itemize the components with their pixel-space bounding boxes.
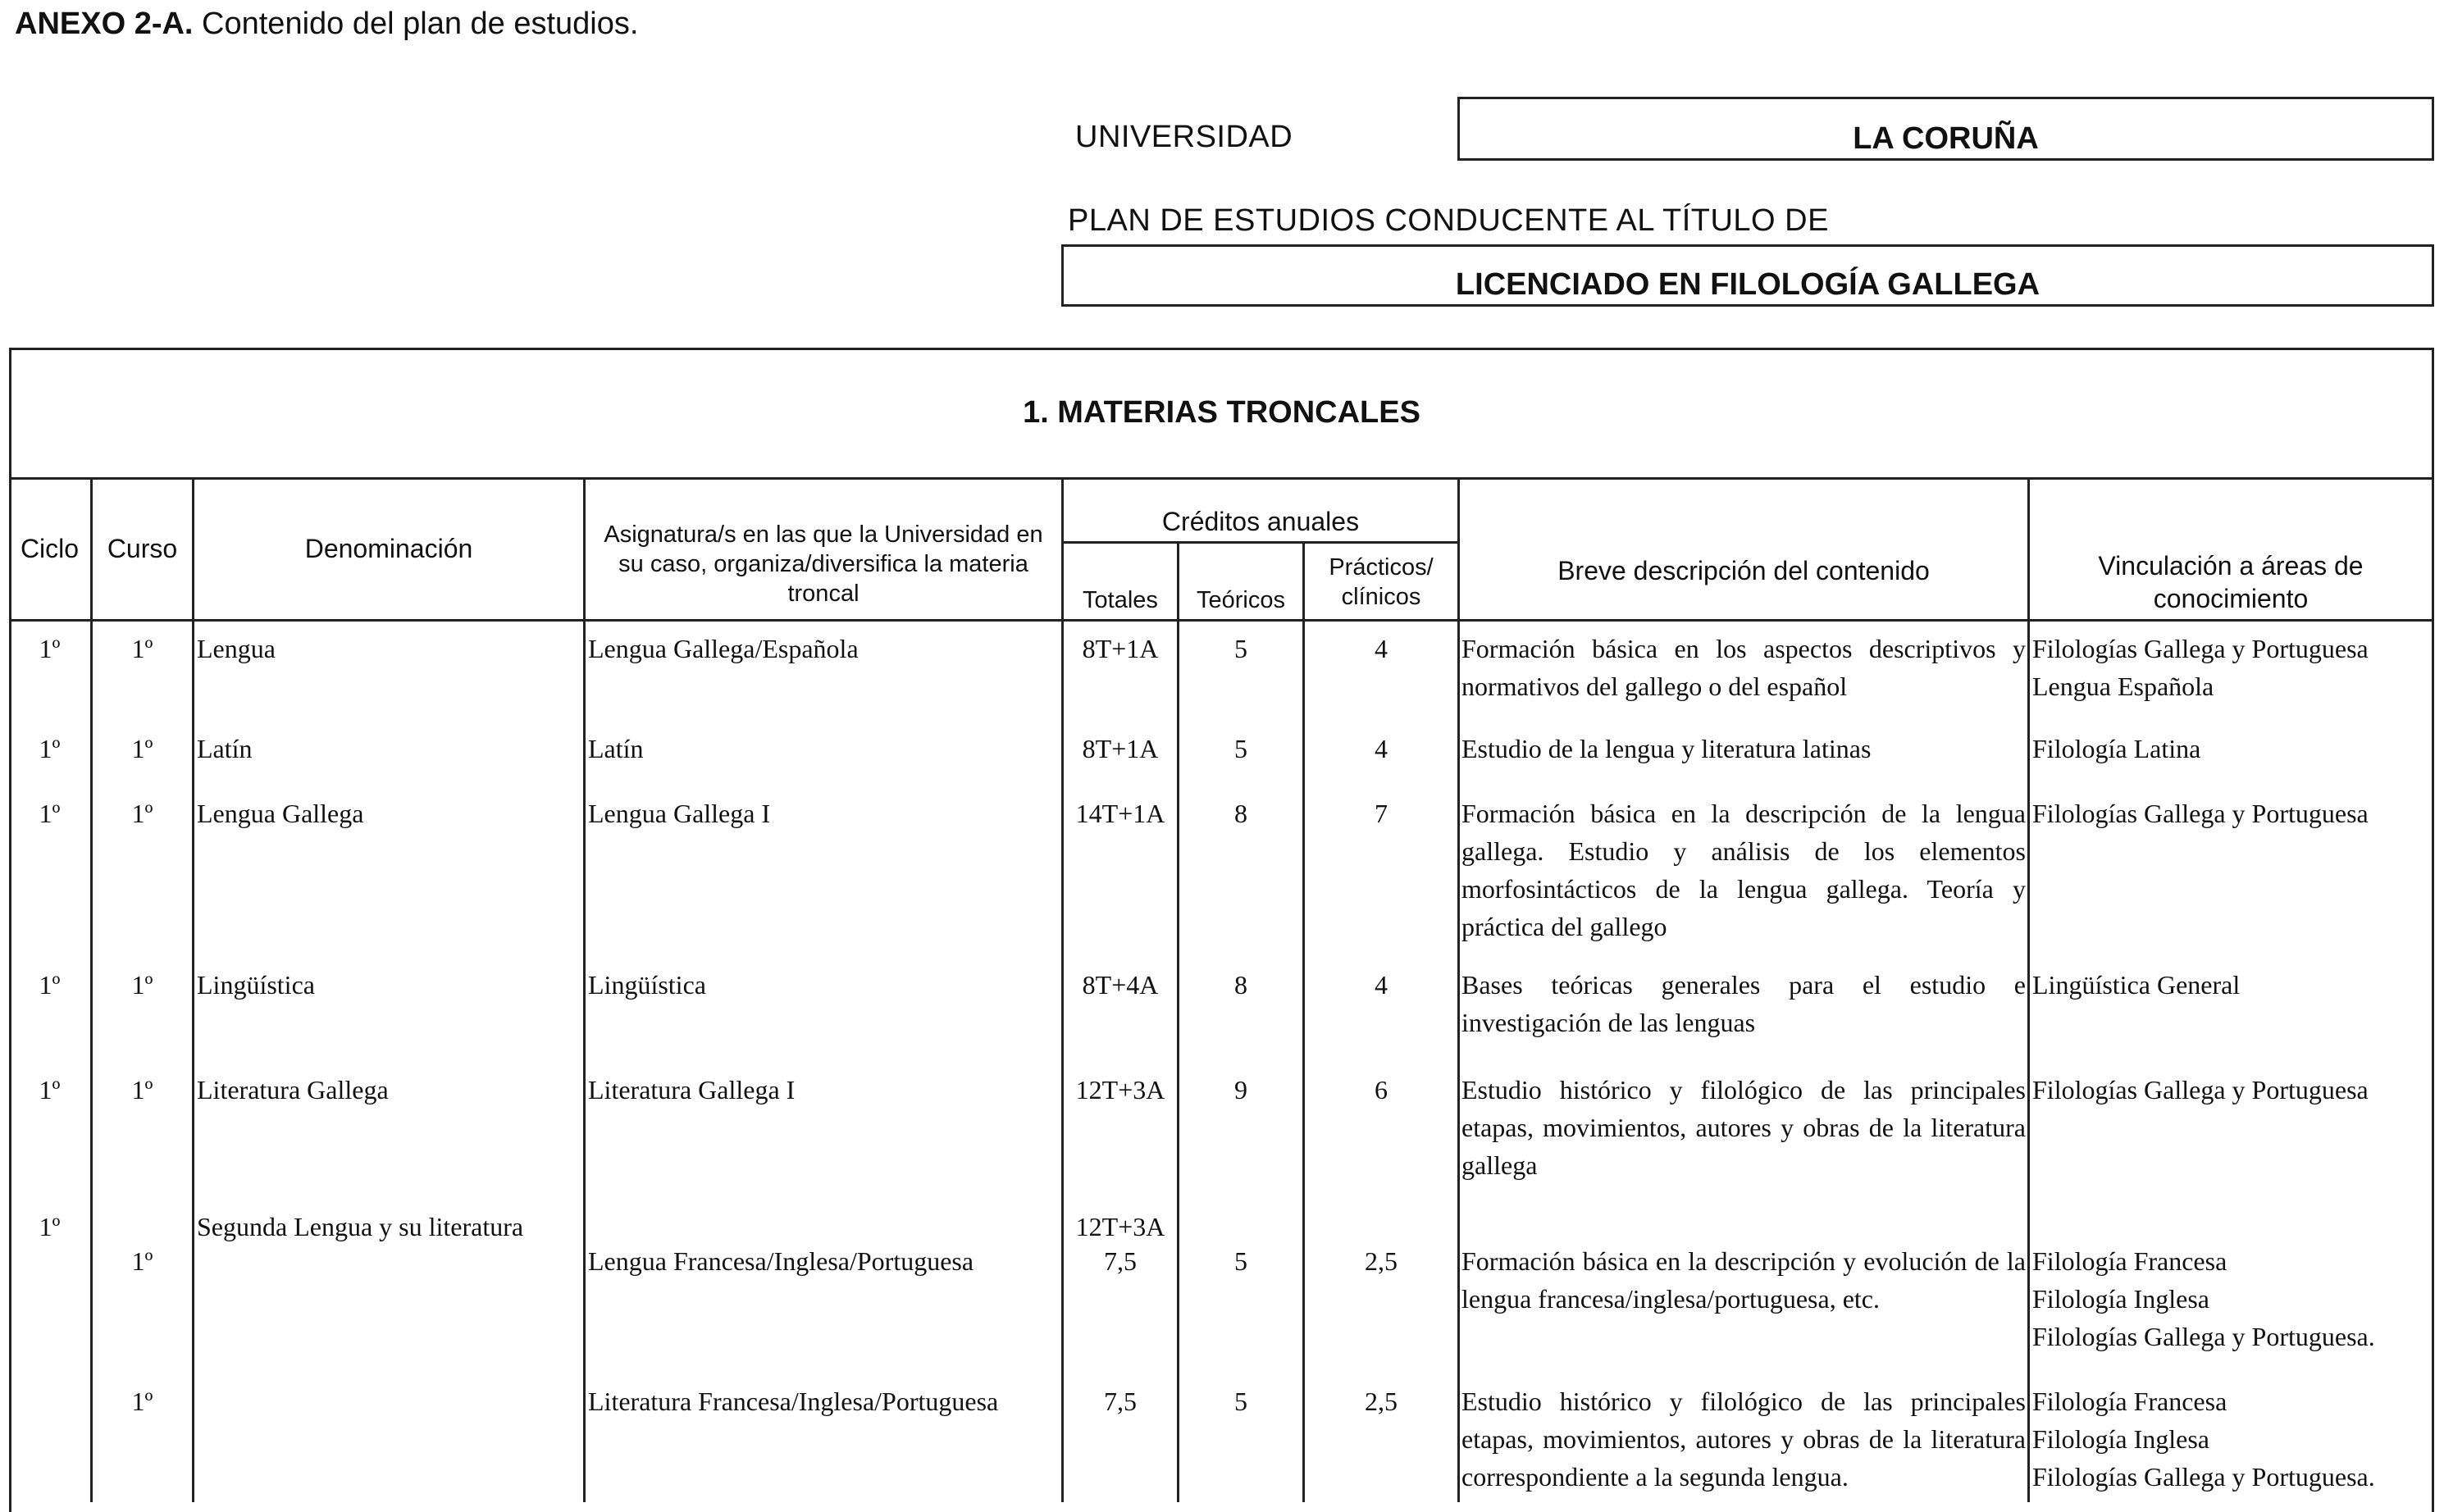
header-asignatura: Asignatura/s en las que la Universidad en su caso, organiza/diversifica la materia troncal [604,521,1043,607]
cell-curso: 1º [131,1387,153,1416]
cell-descripcion: Formación básica en la descripción de la lengua gallega. Estudio y análisis de los elementos morfosintácticos de la lengua gallega. Teoría y práctica del gallego [1461,799,2026,941]
cell-asignatura: Lengua Gallega/Española [588,634,859,663]
cell-ciclo: 1º [39,1212,61,1241]
cell-ciclo: 1º [39,1075,61,1104]
cell-vinculacion: Lingüística General [2032,970,2241,1000]
cell-practicos: 4 [1375,734,1388,763]
cell-asignatura: Lingüística [588,970,706,1000]
cell-teoricos: 9 [1234,1075,1247,1104]
cell-curso: 1º [131,799,153,828]
divider [9,619,2434,622]
cell-totales: 14T+1A [1075,799,1165,828]
cell-curso: 1º [131,970,153,1000]
cell-vinculacion: Filologías Gallega y Portuguesa [2032,799,2369,828]
cell-vinculacion: Filología Francesa Filología Inglesa Filologías Gallega y Portuguesa. [2032,1246,2375,1351]
cell-descripcion: Bases teóricas generales para el estudio e investigación de las lenguas [1461,970,2026,1037]
cell-practicos: 7 [1375,799,1388,828]
header-ciclo: Ciclo [20,534,80,563]
cell-denominacion: Lengua Gallega [197,799,364,828]
cell-practicos: 4 [1375,634,1388,663]
cell-descripcion: Formación básica en la descripción y evolución de la lengua francesa/inglesa/portuguesa, etc. [1461,1246,2026,1314]
cell-teoricos: 8 [1234,970,1247,1000]
cell-descripcion: Estudio histórico y filológico de las principales etapas, movimientos, autores y obras de la literatura gallega [1461,1075,2026,1180]
cell-vinculacion: Filologías Gallega y Portuguesa Lengua Española [2032,634,2369,701]
cell-asignatura: Literatura Francesa/Inglesa/Portuguesa [588,1387,999,1416]
cell-denominacion: Segunda Lengua y su literatura [197,1212,524,1241]
annex-text: Contenido del plan de estudios. [193,7,639,41]
plan-label: PLAN DE ESTUDIOS CONDUCENTE AL TÍTULO DE [1068,203,1829,238]
cell-teoricos: 5 [1234,734,1247,763]
cell-descripcion: Estudio histórico y filológico de las principales etapas, movimientos, autores y obras de la literatura correspondiente a la segunda lengua. [1461,1387,2026,1492]
cell-teoricos: 5 [1234,1246,1247,1276]
cell-curso: 1º [131,734,153,763]
cell-asignatura: Latín [588,734,644,763]
cell-teoricos: 5 [1234,634,1247,663]
header-teoricos: Teóricos [1197,587,1285,613]
titulo-field: LICENCIADO EN FILOLOGÍA GALLEGA [1061,244,2434,307]
divider [1177,541,1179,1502]
cell-curso: 1º [131,634,153,663]
cell-practicos: 4 [1375,970,1388,1000]
cell-denominacion: Lengua [197,634,276,663]
cell-curso: 1º [131,1246,153,1276]
cell-ciclo: 1º [39,734,61,763]
divider [1061,541,1457,544]
header-creditos: Créditos anuales [1161,507,1360,536]
cell-totales: 8T+1A [1082,634,1159,663]
cell-totales: 12T+3A [1075,1075,1165,1104]
annex-title [15,7,638,42]
cell-denominacion: Lingüística [197,970,315,1000]
cell-practicos: 2,5 [1365,1387,1398,1416]
header-denominacion: Denominación [304,534,473,563]
divider [583,478,586,1502]
cell-asignatura: Literatura Gallega I [588,1075,796,1104]
cell-asignatura: Lengua Gallega I [588,799,771,828]
cell-practicos: 2,5 [1365,1246,1398,1276]
cell-curso: 1º [131,1075,153,1104]
cell-teoricos: 8 [1234,799,1247,828]
cell-totales: 8T+1A [1082,734,1159,763]
header-vinculacion: Vinculación a áreas de conocimiento [2098,551,2364,613]
header-descripcion: Breve descripción del contenido [1557,555,1930,585]
divider [1302,541,1305,1502]
cell-totales: 7,5 [1104,1387,1137,1416]
cell-totales: 12T+3A [1075,1212,1165,1241]
header-curso: Curso [107,534,178,563]
cell-totales: 7,5 [1104,1246,1137,1276]
cell-totales: 8T+4A [1082,970,1159,1000]
cell-practicos: 6 [1375,1075,1388,1104]
cell-asignatura: Lengua Francesa/Inglesa/Portuguesa [588,1246,974,1276]
header-totales: Totales [1083,587,1158,613]
divider [192,478,194,1502]
cell-teoricos: 5 [1234,1387,1247,1416]
cell-ciclo: 1º [39,970,61,1000]
cell-vinculacion: Filologías Gallega y Portuguesa [2032,1075,2369,1104]
section-title: 1. MATERIAS TRONCALES [1023,395,1420,430]
cell-descripcion: Estudio de la lengua y literatura latinas [1461,734,1872,763]
cell-denominacion: Literatura Gallega [197,1075,389,1104]
annex-label: ANEXO 2-A. [15,7,194,41]
cell-ciclo: 1º [39,799,61,828]
universidad-label: UNIVERSIDAD [1075,120,1293,154]
cell-vinculacion: Filología Latina [2032,734,2201,763]
divider [2027,478,2030,1502]
cell-denominacion: Latín [197,734,253,763]
universidad-field: LA CORUÑA [1457,97,2434,161]
cell-vinculacion: Filología Francesa Filología Inglesa Filologías Gallega y Portuguesa. [2032,1387,2375,1492]
header-practicos: Prácticos/ clínicos [1329,554,1434,610]
cell-ciclo: 1º [39,634,61,663]
cell-descripcion: Formación básica en los aspectos descriptivos y normativos del gallego o del español [1461,634,2026,701]
